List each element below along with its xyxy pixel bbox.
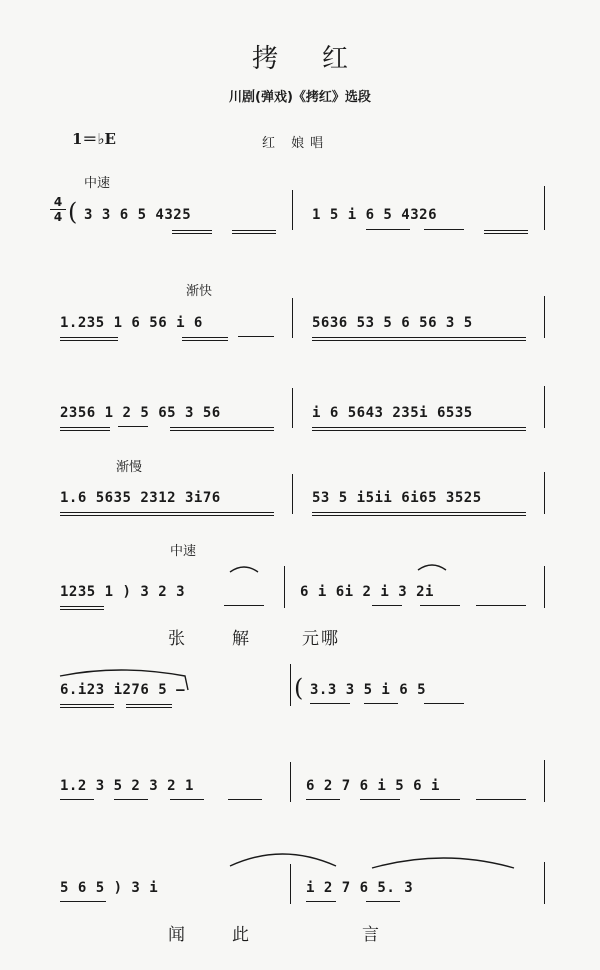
system-4-measure-1: 1.6 5635 2312 3i76 xyxy=(60,490,221,506)
system-7-measure-1: 1.2 3 5 2 3 2 1 xyxy=(60,778,194,794)
key-signature: 1＝♭E xyxy=(72,130,116,148)
slur xyxy=(372,858,514,868)
system-6-measure-2: 3.3 3 5 i 6 5 xyxy=(310,682,427,698)
system-4-measure-2: 53 5 i5ii 6i65 3525 xyxy=(312,490,482,506)
system-1-measure-2: 1 5 i 6 5 4326 xyxy=(312,207,438,223)
page-title: 拷红 xyxy=(251,44,392,74)
lyric-zhang: 张 xyxy=(168,629,187,649)
lyric-wen: 闻 xyxy=(168,925,187,945)
time-signature-top: 4 xyxy=(53,195,63,209)
tempo-mark-moderate-2: 中速 xyxy=(170,544,197,559)
open-paren: ( xyxy=(68,198,78,226)
lyric-ci: 此 xyxy=(232,925,251,945)
lyric-yan: 言 xyxy=(362,925,381,945)
slur xyxy=(230,567,258,572)
system-5-measure-2: 6 i 6i 2 i 3 2i xyxy=(300,584,434,600)
system-7-measure-2: 6 2 7 6 i 5 6 i xyxy=(306,778,440,794)
tempo-mark-accelerando: 渐快 xyxy=(186,284,213,299)
system-3-measure-2: i 6 5643 235i 6535 xyxy=(312,405,473,421)
tempo-mark-ritardando: 渐慢 xyxy=(116,460,143,475)
subtitle: 川剧(弹戏)《拷红》选段 xyxy=(229,90,371,105)
tempo-mark-moderate: 中速 xyxy=(84,176,111,191)
slur xyxy=(418,565,446,570)
singer-label: 红 娘唱 xyxy=(262,136,330,151)
lyric-yuan-na: 元哪 xyxy=(302,629,340,649)
lyric-jie: 解 xyxy=(232,629,251,649)
system-2-measure-2: 5636 53 5 6 56 3 5 xyxy=(312,315,473,331)
system-2-measure-1: 1.235 1 6 56 i 6 xyxy=(60,315,203,331)
slur xyxy=(60,670,188,690)
system-5-measure-1: 1235 1 ) 3 2 3 xyxy=(60,584,186,600)
open-paren: ( xyxy=(294,674,304,702)
system-8-measure-2: i 2 7 6 5. 3 xyxy=(306,880,414,896)
system-8-measure-1: 5 6 5 ) 3 i xyxy=(60,880,159,896)
time-signature-bottom: 4 xyxy=(53,210,63,224)
system-3-measure-1: 2356 1 2 5 65 3 56 xyxy=(60,405,221,421)
system-1-measure-1: 3 3 6 5 4325 xyxy=(84,207,192,223)
system-6-measure-1: 6.i23 i276 5 – xyxy=(60,682,186,698)
slur xyxy=(230,854,336,866)
